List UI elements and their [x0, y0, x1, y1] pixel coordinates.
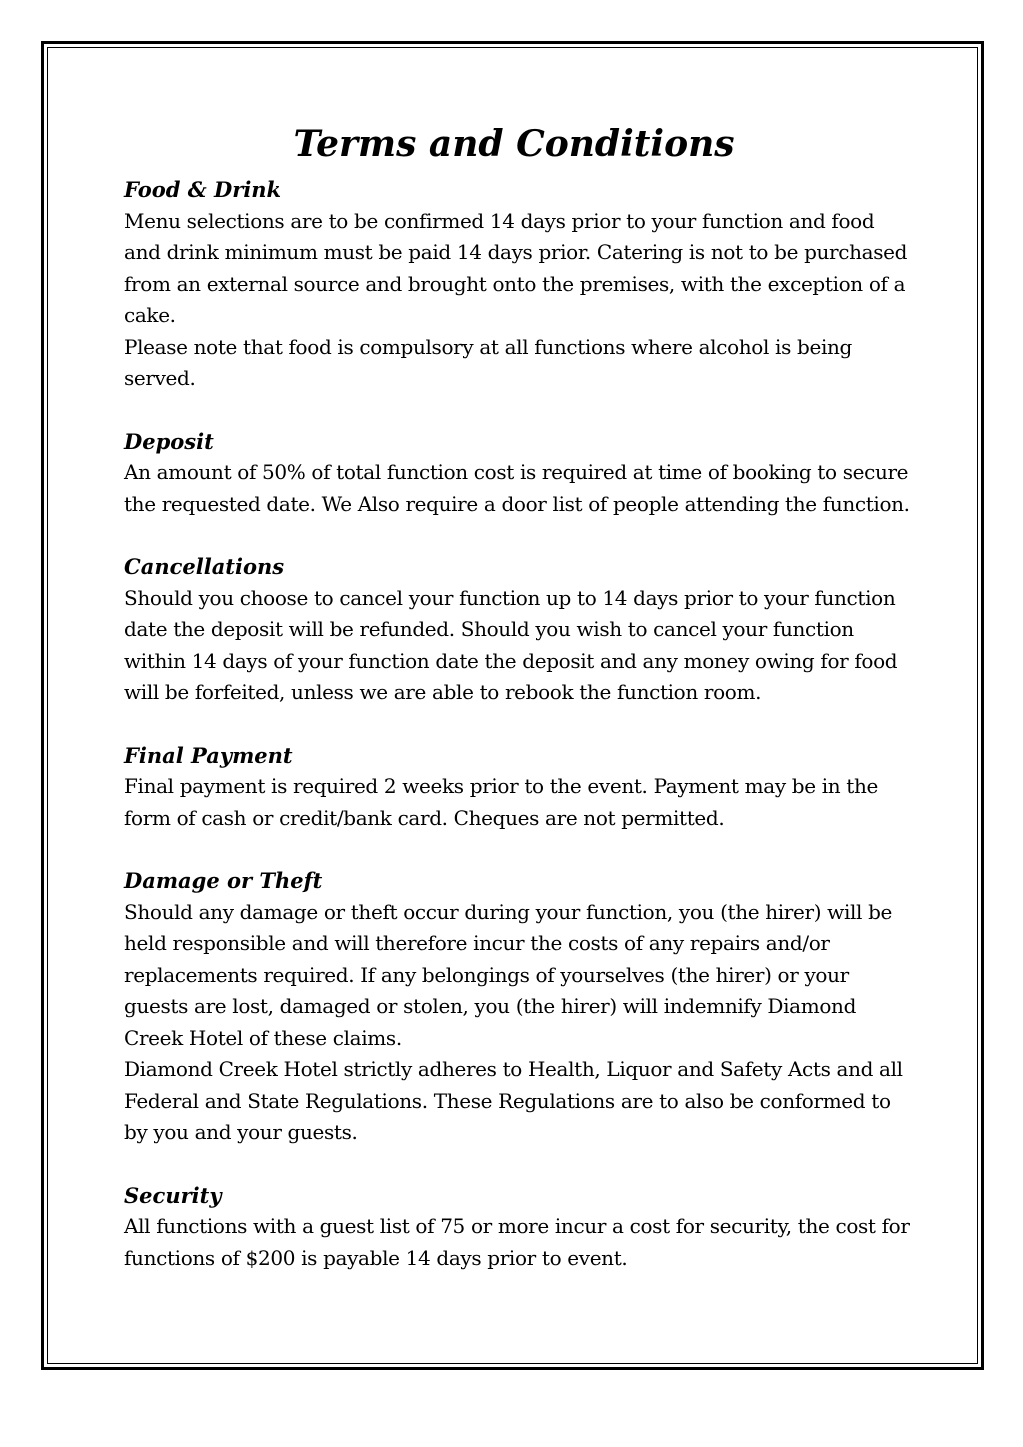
section-food-drink — [124, 174, 914, 395]
section-paragraph: Should you choose to cancel your function up to 14 days prior to your function date the deposit will be refunded. Should you wish to cancel your function within 14 days of your function date the deposit and any money owing for food will be forfeited, unless we are able to rebook the function room. — [124, 585, 898, 704]
section-paragraph: All functions with a guest list of 75 or more incur a cost for security, the cost for functions of $200 is payable 14 days prior to event. — [124, 1214, 910, 1270]
section-heading: Deposit — [124, 428, 214, 454]
section-paragraph: Final payment is required 2 weeks prior to the event. Payment may be in the form of cash or credit/bank card. Cheques are not permitted. — [124, 774, 879, 830]
section-heading: Final Payment — [124, 742, 293, 768]
section-heading: Cancellations — [124, 554, 285, 579]
section-cancellations — [124, 551, 914, 709]
section-heading: Security — [124, 1182, 222, 1208]
document-body — [124, 118, 914, 1305]
section-deposit — [124, 426, 914, 521]
section-heading: Damage or Theft — [124, 868, 323, 893]
section-paragraph: Diamond Creek Hotel strictly adheres to Health, Liquor and Safety Acts and all Federal and State Regulations. These Regulations are to also be conformed to by you and your guests. — [124, 1057, 903, 1144]
section-paragraph: Should any damage or theft occur during your function, you (the hirer) will be held responsible and will therefore incur the costs of any repairs and/or replacements required. If any belongings of yourselves (the hirer) or your guests are lost, damaged or stolen, you (the hirer) will indemnify Diamond Creek Hotel of these claims. — [124, 899, 893, 1050]
section-paragraph: An amount of 50% of total function cost is required at time of booking to secure the requested date. We Also require a door list of people attending the function. — [124, 460, 910, 516]
section-paragraph: Menu selections are to be confirmed 14 days prior to your function and food and drink minimum must be paid 14 days prior. Catering is not to be purchased from an external source and brought onto the premises, with the exception of a cake. — [124, 208, 908, 327]
section-paragraph: Please note that food is compulsory at all functions where alcohol is being served. — [124, 334, 852, 390]
page-title: Terms and Conditions — [293, 123, 735, 165]
section-damage-theft — [124, 865, 914, 1149]
section-heading: Food & Drink — [124, 177, 282, 202]
section-security — [124, 1180, 914, 1275]
section-final-payment — [124, 740, 914, 835]
